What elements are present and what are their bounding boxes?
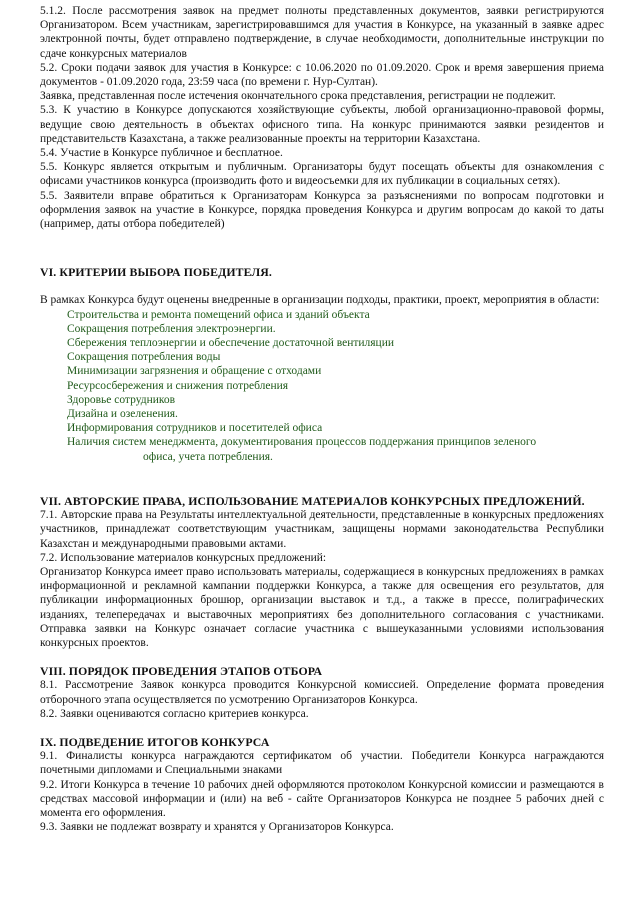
section-9-title: IX. ПОДВЕДЕНИЕ ИТОГОВ КОНКУРСА	[40, 734, 270, 749]
section-6	[40, 265, 604, 464]
criteria-item: Сокращения потребления электроэнергии.	[67, 322, 276, 335]
section-9	[40, 735, 604, 834]
paragraph-5-5-questions: 5.5. Заявители вправе обратиться к Организаторам Конкурса за разъяснениями по вопросам подготовки и оформления заявок на участие в Конкурсе, порядка проведения Конкурса и другим вопросам до какой то даты (например, даты отбора победителей)	[40, 189, 604, 231]
criteria-item: Строительства и ремонта помещений офиса и зданий объекта	[67, 308, 370, 321]
paragraph-8-1: 8.1. Рассмотрение Заявок конкурса проводится Конкурсной комиссией. Определение формата проведения отборочного этапа осуществляется по усмотрению Организаторов Конкурса.	[40, 679, 604, 706]
section-6-title: VI. КРИТЕРИИ ВЫБОРА ПОБЕДИТЕЛЯ.	[40, 265, 272, 280]
section-8	[40, 664, 604, 721]
criteria-item: Дизайна и озеленения.	[67, 408, 178, 421]
paragraph-7-1: 7.1. Авторские права на Результаты интеллектуальной деятельности, представленные в конкурсных предложениях участников, принадлежат соответствующим участникам, защищены нормами законодательства Республики Казахстан и международными правовыми актами.	[40, 509, 604, 550]
criteria-item: Ресурсосбережения и снижения потребления	[67, 379, 289, 392]
paragraph-9-3: 9.3. Заявки не подлежат возврату и хранятся у Организаторов Конкурса.	[40, 821, 394, 834]
paragraph-5-3: 5.3. К участию в Конкурсе допускаются хозяйствующие субъекты, любой организационно-правовой формы, ведущие свою деятельность в объектах офисного типа. На конкурс принимаются заявки резидентов и представительств Казахстана, а также реализованные проекты на территории Казахстана.	[40, 104, 604, 145]
paragraph-5-4: 5.4. Участие в Конкурсе публичное и бесплатное.	[40, 147, 283, 160]
paragraph-5-2: 5.2. Сроки подачи заявок для участия в Конкурсе: с 10.06.2020 по 01.09.2020. Срок и время завершения приема документов - 01.09.2020 года, 23:59 часа (по времени г. Нур-Султан).	[40, 61, 604, 89]
criteria-item: Минимизации загрязнения и обращение с отходами	[67, 365, 322, 378]
paragraph-9-1: 9.1. Финалисты конкурса награждаются сертификатом об участии. Победители Конкурса награждаются почетными дипломами и Специальными знаками	[40, 750, 604, 777]
criteria-item: Информирования сотрудников и посетителей офиса	[67, 422, 323, 435]
criteria-item: Сокращения потребления воды	[67, 351, 221, 364]
section-7-title: VII. АВТОРСКИЕ ПРАВА, ИСПОЛЬЗОВАНИЕ МАТЕРИАЛОВ КОНКУРСНЫХ ПРЕДЛОЖЕНИЙ.	[40, 493, 585, 508]
criteria-item-last-line2: офиса, учета потребления.	[143, 450, 273, 463]
paragraph-8-2: 8.2. Заявки оцениваются согласно критериев конкурса.	[40, 707, 309, 720]
paragraph-5-2-late: Заявка, представленная после истечения окончательного срока представления, регистрации не подлежит.	[40, 90, 556, 103]
paragraph-7-2-body: Организатор Конкурса имеет право использовать материалы, содержащиеся в конкурсных предложениях в рамках информационной и рекламной кампании поддержки Конкурса, а также для освещения его результатов, для публикации информационных брошюр, организации выставок и т.д., а также в прессе, полиграфических изданиях, телепередачах и выставочных мероприятиях без дополнительного согласования с участниками. Отправка заявки на Конкурс означает согласие участника с вышеуказанными условиями использования конкурсных проектов.	[40, 565, 604, 649]
criteria-item: Сбережения теплоэнергии и обеспечение достаточной вентиляции	[67, 337, 395, 350]
paragraph-7-2: 7.2. Использование материалов конкурсных предложений:	[40, 551, 327, 564]
paragraph-9-2: 9.2. Итоги Конкурса в течение 10 рабочих дней оформляются протоколом Конкурсной комиссии и размещаются в средствах массовой информации и (или) на веб - сайте Организаторов Конкурса не позднее 5 рабочих дней с момента его оформления.	[40, 778, 604, 819]
criteria-item-last-line1: Наличия систем менеджмента, документирования процессов поддержания принципов зеленого	[67, 436, 537, 449]
criteria-item: Здоровье сотрудников	[67, 393, 176, 406]
section-6-intro: В рамках Конкурса будут оценены внедренные в организации подходы, практики, проект, мероприятия в области:	[40, 294, 600, 307]
section-8-title: VIII. ПОРЯДОК ПРОВЕДЕНИЯ ЭТАПОВ ОТБОРА	[40, 664, 323, 679]
section-5	[40, 4, 604, 231]
document-page	[40, 4, 604, 834]
criteria-list	[40, 308, 604, 464]
criteria-item-last	[67, 435, 604, 463]
paragraph-5-1-2: 5.1.2. После рассмотрения заявок на предмет полноты представленных документов, заявки регистрируются Организатором. Всем участникам, зарегистрировавшимся для участия в Конкурсе, на указанный в заявке адрес электронной почты, будет отправлено подтверждение, в случае необходимости, дополнительные инструкции по сдаче конкурсных материалов	[40, 5, 604, 60]
paragraph-5-5: 5.5. Конкурс является открытым и публичным. Организаторы будут посещать объекты для ознакомления с офисами участников конкурса (производить фото и видеосъемки для их публикации в социальных сетях).	[40, 161, 604, 188]
section-7	[40, 494, 604, 650]
